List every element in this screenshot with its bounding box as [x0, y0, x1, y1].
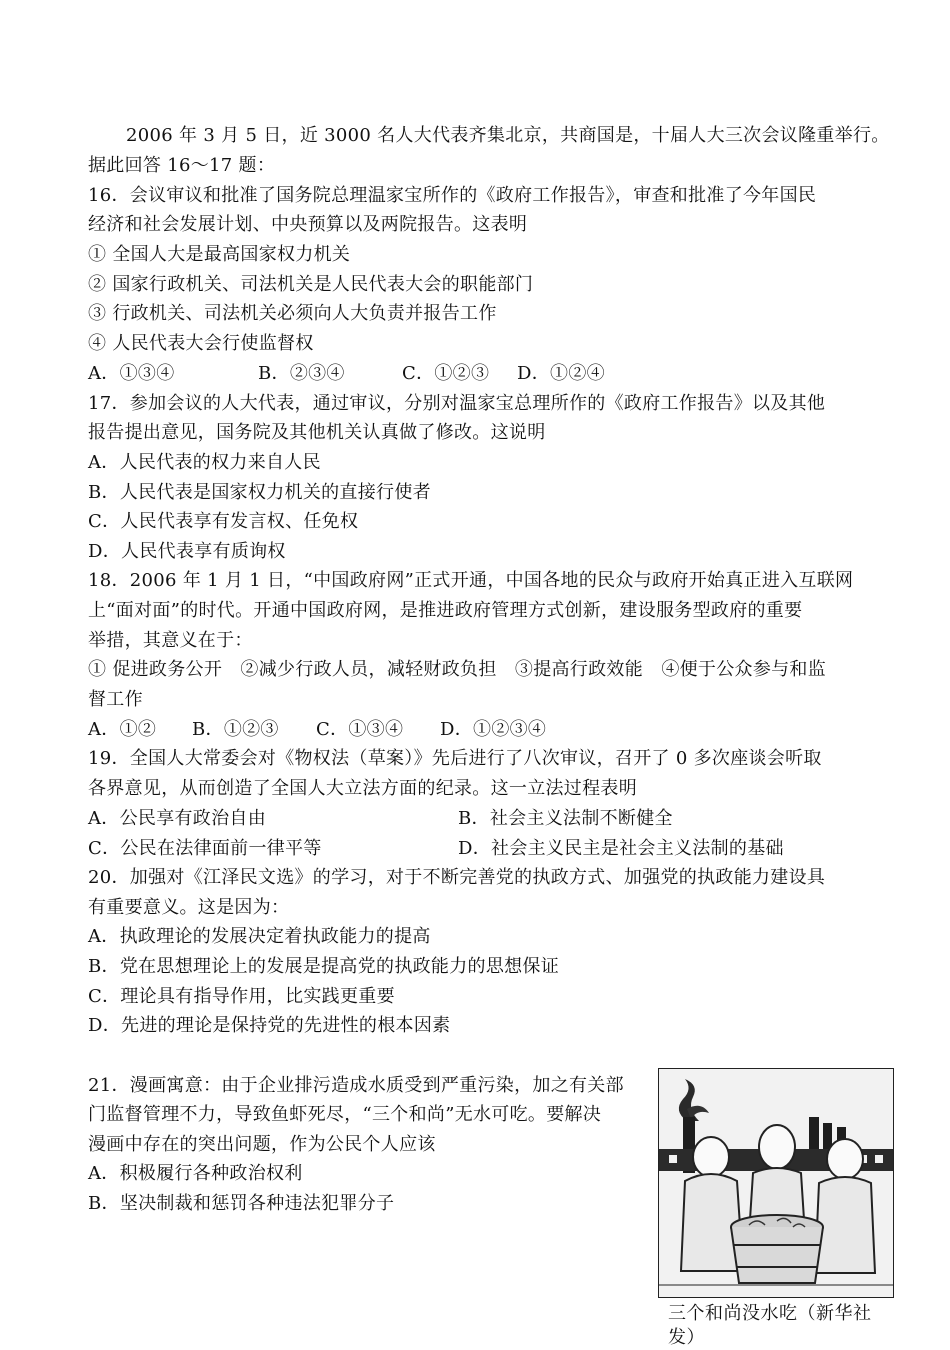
q20-option-b: B．党在思想理论上的发展是提高党的执政能力的思想保证	[88, 956, 560, 977]
cartoon-caption	[668, 1302, 918, 1350]
q19-stem-line-1: 19．全国人大常委会对《物权法（草案）》先后进行了八次审议，召开了 0 多次座谈会听取	[88, 748, 822, 769]
caption-line-1: 三个和尚没水吃（新华社	[668, 1303, 872, 1324]
q17-stem-line-1: 17．参加会议的人大代表，通过审议，分别对温家宝总理所作的《政府工作报告》以及其他	[88, 393, 826, 414]
q18-option-b: B．①②③	[192, 719, 279, 740]
q18-stem-line-2: 上“面对面”的时代。开通中国政府网，是推进政府管理方式创新，建设服务型政府的重要	[88, 600, 803, 621]
q21-stem-line-3: 漫画中存在的突出问题，作为公民个人应该	[88, 1134, 436, 1155]
q20-option-c: C．理论具有指导作用，比实践更重要	[88, 986, 395, 1007]
q17-option-a: A．人民代表的权力来自人民	[88, 452, 321, 473]
cartoon-image	[658, 1068, 894, 1298]
q19-option-c: C．公民在法律面前一律平等	[88, 838, 322, 859]
q20-stem-line-2: 有重要意义。这是因为：	[88, 897, 290, 918]
q18-stem-line-1: 18．2006 年 1 月 1 日，“中国政府网”正式开通，中国各地的民众与政府开始真正进入互联网	[88, 570, 854, 591]
q18-option-c: C．①③④	[316, 719, 404, 740]
q16-option-d: D．①②④	[517, 363, 605, 384]
q19-option-d: D．社会主义民主是社会主义法制的基础	[458, 838, 784, 859]
q20-option-a: A．执政理论的发展决定着执政能力的提高	[88, 926, 431, 947]
q18-options	[88, 718, 546, 742]
q19-stem-line-2: 各界意见，从而创造了全国人大立法方面的纪录。这一立法过程表明	[88, 778, 637, 799]
q20-stem-line-1: 20．加强对《江泽民文选》的学习，对于不断完善党的执政方式、加强党的执政能力建设具	[88, 867, 826, 888]
intro-line-2: 据此回答 16～17 题：	[88, 155, 276, 176]
q18-stem-line-3: 举措，其意义在于：	[88, 630, 253, 651]
q19-option-a: A．公民享有政治自由	[88, 808, 266, 829]
q19-option-b: B．社会主义法制不断健全	[458, 808, 673, 829]
q17-option-d: D．人民代表享有质询权	[88, 541, 286, 562]
q18-option-d: D．①②③④	[440, 719, 547, 740]
q16-stem-line-1: 16．会议审议和批准了国务院总理温家宝所作的《政府工作报告》，审查和批准了今年国民	[88, 185, 817, 206]
q16-option-a: A．①③④	[88, 363, 175, 384]
q16-options	[88, 362, 605, 386]
q21-stem-line-1: 21．漫画寓意：由于企业排污造成水质受到严重污染，加之有关部	[88, 1075, 624, 1096]
q16-item-3: ③ 行政机关、司法机关必须向人大负责并报告工作	[88, 303, 497, 324]
q17-option-c: C．人民代表享有发言权、任免权	[88, 511, 359, 532]
q18-items-line-1: ① 促进政务公开 ②减少行政人员，减轻财政负担 ③提高行政效能 ④便于公众参与和监	[88, 659, 827, 680]
q17-option-b: B．人民代表是国家权力机关的直接行使者	[88, 482, 431, 503]
q16-stem-line-2: 经济和社会发展计划、中央预算以及两院报告。这表明	[88, 214, 528, 235]
q18-option-a: A．①②	[88, 719, 157, 740]
q18-items-line-2: 督工作	[88, 689, 143, 710]
q16-option-b: B．②③④	[258, 363, 345, 384]
q21-option-b: B．坚决制裁和惩罚各种违法犯罪分子	[88, 1193, 395, 1214]
q21-stem-line-2: 门监督管理不力，导致鱼虾死尽，“三个和尚”无水可吃。要解决	[88, 1104, 602, 1125]
q16-item-4: ④ 人民代表大会行使监督权	[88, 333, 314, 354]
q16-item-2: ② 国家行政机关、司法机关是人民代表大会的职能部门	[88, 274, 534, 295]
q20-option-d: D．先进的理论是保持党的先进性的根本因素	[88, 1015, 451, 1036]
q17-stem-line-2: 报告提出意见，国务院及其他机关认真做了修改。这说明	[88, 422, 546, 443]
q16-option-c: C．①②③	[402, 363, 490, 384]
intro-line-1: 2006 年 3 月 5 日，近 3000 名人大代表齐集北京，共商国是，十届人大三次会议隆重举行。	[126, 125, 890, 146]
q16-item-1: ① 全国人大是最高国家权力机关	[88, 244, 351, 265]
three-monks-cartoon	[659, 1069, 893, 1297]
q21-option-a: A．积极履行各种政治权利	[88, 1163, 303, 1184]
caption-line-2: 发）	[668, 1327, 705, 1348]
